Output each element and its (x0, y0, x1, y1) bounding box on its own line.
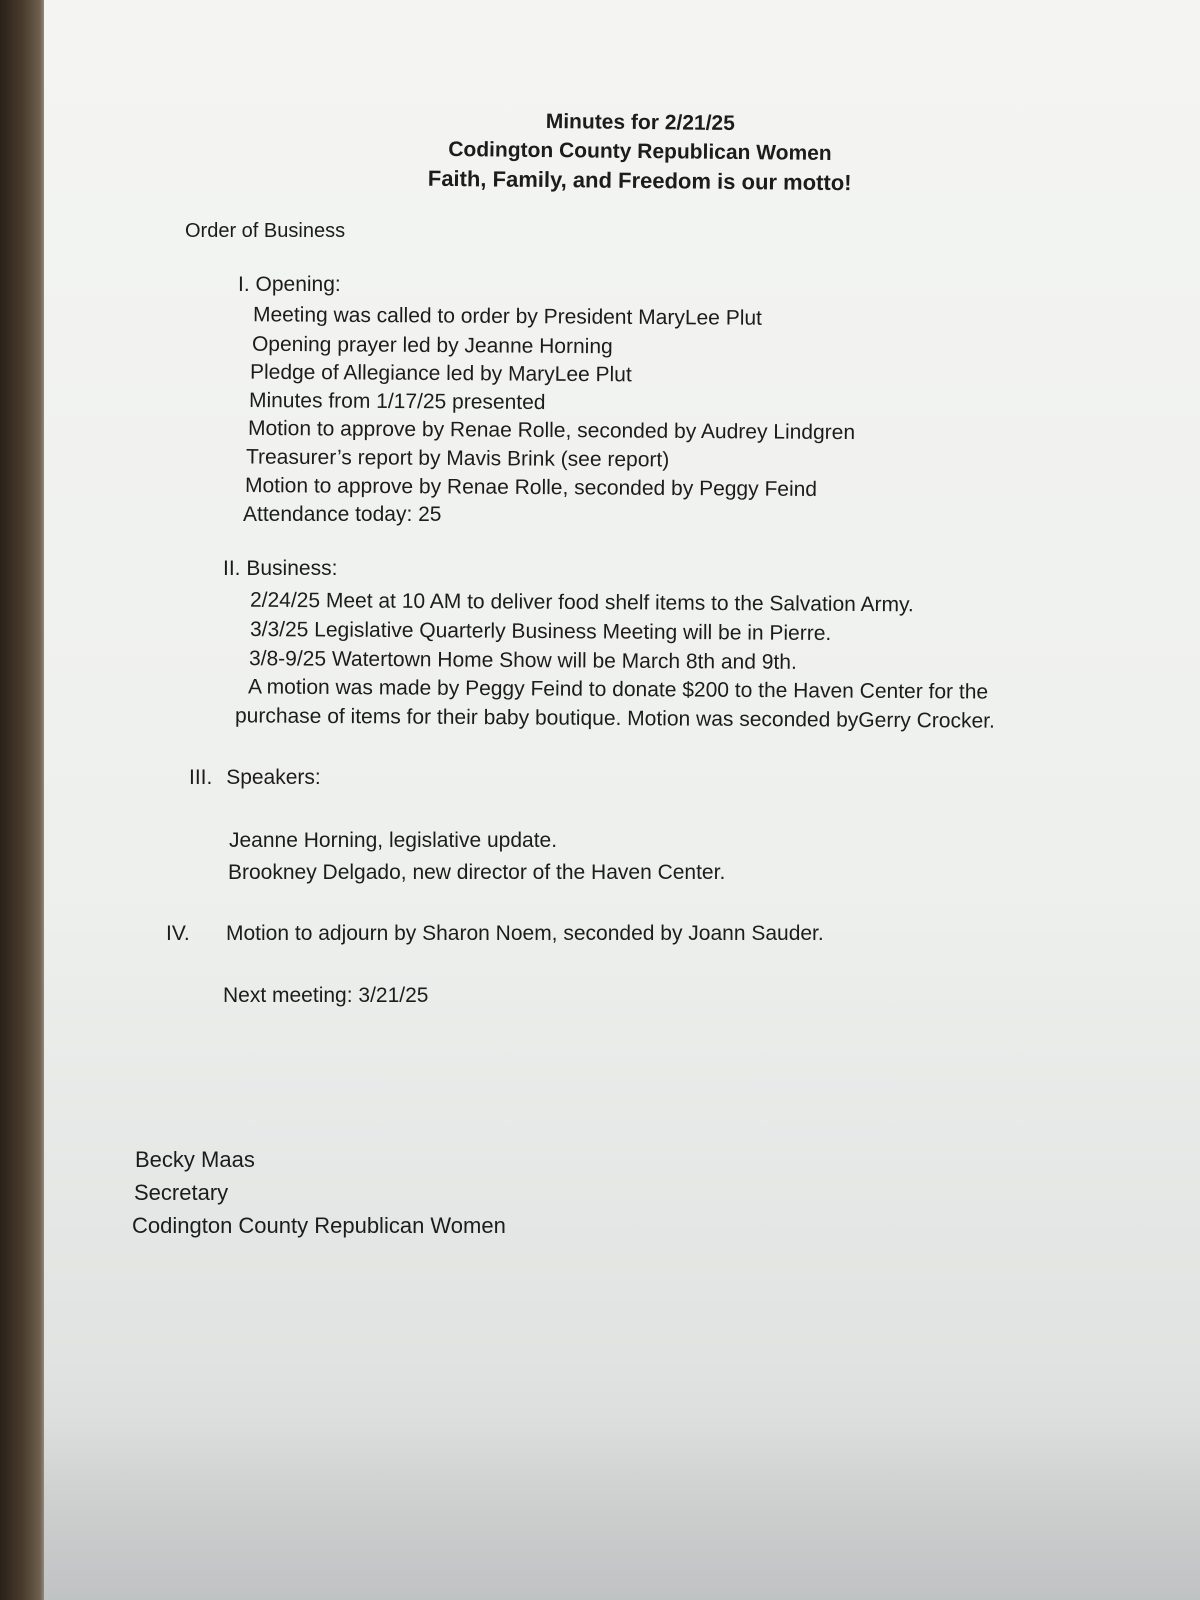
list-item: 2/24/25 Meet at 10 AM to deliver food shelf items to the Salvation Army. (249, 588, 914, 617)
section-numeral: IV. (166, 922, 190, 945)
list-item: 3/8-9/25 Watertown Home Show will be March 8th and 9th. (248, 647, 797, 674)
section-numeral: II. (223, 557, 241, 580)
order-of-business-label: Order of Business (185, 220, 346, 242)
list-item: Meeting was called to order by President MaryLee Plut (252, 303, 762, 330)
table-background (0, 0, 50, 1600)
signature-name: Becky Maas (135, 1147, 255, 1172)
list-item: Motion to approve by Renae Rolle, seconded by Peggy Feind (244, 474, 818, 501)
section-heading: Speakers: (226, 766, 321, 789)
organization-name: Codington County Republican Women (448, 137, 832, 166)
list-item: purchase of items for their baby boutique. Motion was seconded byGerry Crocker. (234, 704, 995, 733)
motto: Faith, Family, and Freedom is our motto! (427, 165, 852, 196)
section-adjourn (166, 921, 824, 947)
section-numeral: III. (189, 766, 213, 789)
section-opening-heading (238, 272, 341, 298)
list-item: Opening prayer led by Jeanne Horning (251, 332, 613, 359)
list-item: Pledge of Allegiance led by MaryLee Plut (249, 360, 632, 387)
list-item: Treasurer’s report by Mavis Brink (see report) (245, 445, 670, 472)
list-item: Brookney Delgado, new director of the Haven Center. (228, 861, 726, 884)
list-item: Jeanne Horning, legislative update. (229, 829, 558, 852)
section-numeral: I. (238, 273, 250, 296)
paper-shadow (44, 1420, 1200, 1600)
list-item: 3/3/25 Legislative Quarterly Business Meeting will be in Pierre. (249, 617, 832, 646)
adjourn-text: Motion to adjourn by Sharon Noem, seconded by Joann Sauder. (226, 922, 824, 945)
document-header (360, 105, 921, 198)
list-item: Motion to approve by Renae Rolle, seconded by Audrey Lindgren (247, 416, 856, 445)
signature-title: Secretary (134, 1180, 229, 1205)
signature-organization: Codington County Republican Women (132, 1213, 506, 1238)
next-meeting: Next meeting: 3/21/25 (223, 984, 429, 1007)
list-item: Attendance today: 25 (243, 503, 442, 526)
list-item: Minutes from 1/17/25 presented (248, 388, 546, 415)
section-speakers-heading (189, 765, 321, 791)
section-heading: Business: (246, 557, 338, 580)
list-item: A motion was made by Peggy Feind to donate $200 to the Haven Center for the (247, 675, 989, 704)
document-title: Minutes for 2/21/25 (545, 110, 735, 135)
section-heading: Opening: (255, 273, 341, 296)
section-business-heading (223, 556, 337, 582)
